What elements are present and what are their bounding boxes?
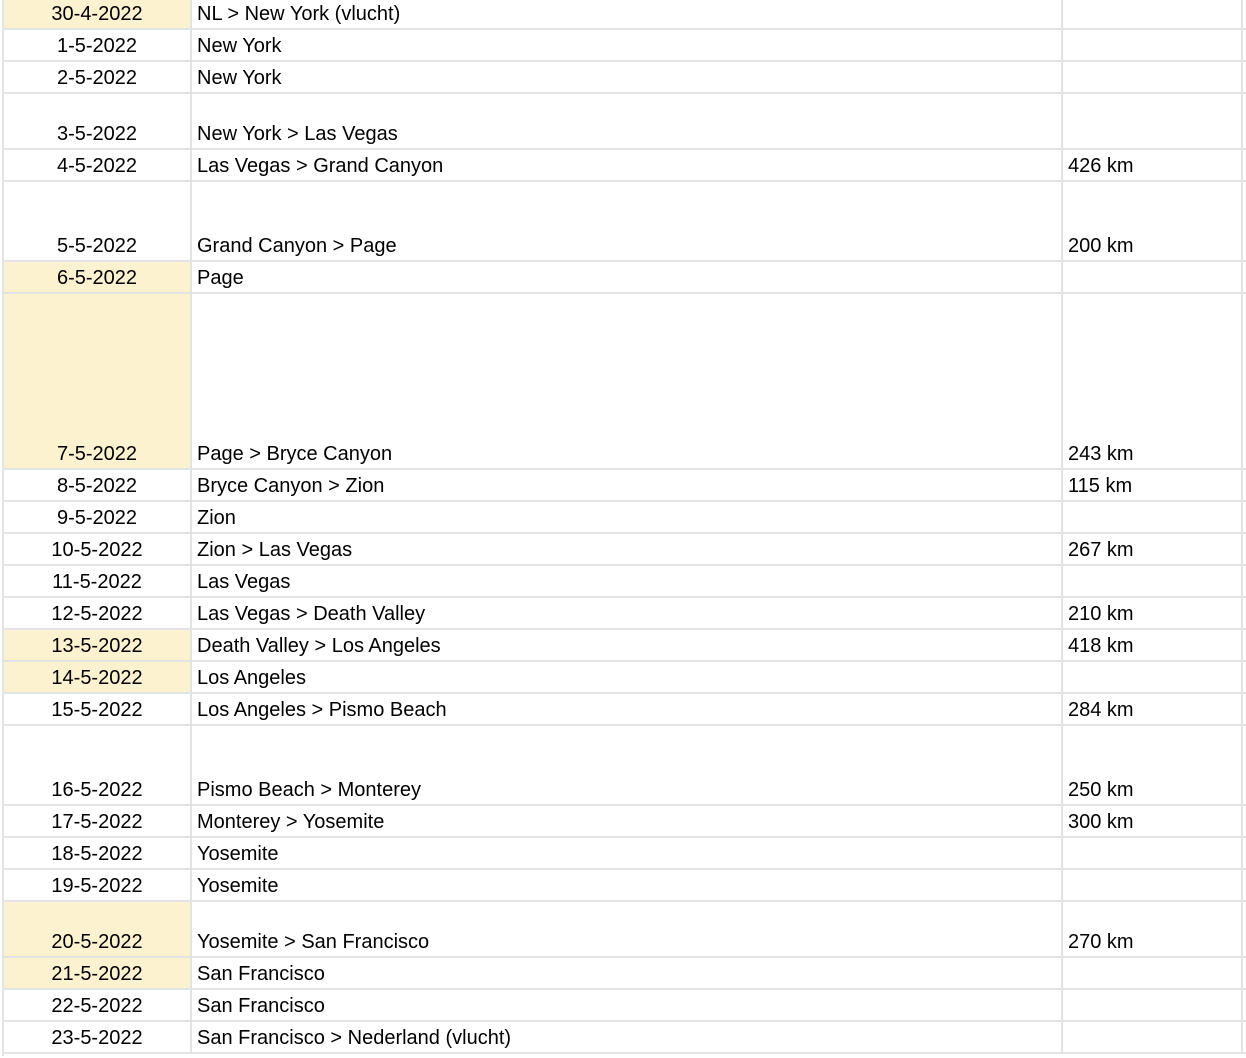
table-row [0,294,1246,470]
route-cell[interactable]: San Francisco > Nederland (vlucht) [192,1022,1063,1052]
date-cell[interactable]: 6-5-2022 [4,262,192,292]
date-cell[interactable]: 21-5-2022 [4,958,192,988]
date-cell[interactable]: 12-5-2022 [4,598,192,628]
table-row [0,870,1246,902]
table-row [0,150,1246,182]
route-cell[interactable]: New York > Las Vegas [192,94,1063,148]
route-cell[interactable]: San Francisco [192,958,1063,988]
date-cell[interactable]: 18-5-2022 [4,838,192,868]
date-cell[interactable]: 4-5-2022 [4,150,192,180]
distance-cell[interactable]: 210 km [1063,598,1243,628]
date-cell[interactable]: 2-5-2022 [4,62,192,92]
route-cell[interactable]: Las Vegas [192,566,1063,596]
table-row [0,990,1246,1022]
distance-cell[interactable] [1063,94,1243,148]
date-cell[interactable]: 11-5-2022 [4,566,192,596]
table-row [0,902,1246,958]
table-row [0,0,1246,30]
route-cell[interactable]: Zion [192,502,1063,532]
distance-cell[interactable] [1063,566,1243,596]
date-cell[interactable]: 17-5-2022 [4,806,192,836]
date-cell[interactable]: 5-5-2022 [4,182,192,260]
distance-cell[interactable]: 418 km [1063,630,1243,660]
distance-cell[interactable] [1063,502,1243,532]
route-cell[interactable]: Yosemite > San Francisco [192,902,1063,956]
route-cell[interactable]: Death Valley > Los Angeles [192,630,1063,660]
table-row [0,630,1246,662]
route-cell[interactable]: New York [192,62,1063,92]
table-row [0,726,1246,806]
distance-cell[interactable]: 300 km [1063,806,1243,836]
date-cell[interactable]: 8-5-2022 [4,470,192,500]
date-cell[interactable]: 9-5-2022 [4,502,192,532]
route-cell[interactable]: Los Angeles > Pismo Beach [192,694,1063,724]
route-cell[interactable]: Zion > Las Vegas [192,534,1063,564]
table-row [0,470,1246,502]
table-row [0,94,1246,150]
distance-cell[interactable] [1063,958,1243,988]
distance-cell[interactable] [1063,838,1243,868]
table-row [0,662,1246,694]
date-cell[interactable]: 19-5-2022 [4,870,192,900]
distance-cell[interactable] [1063,262,1243,292]
table-row [0,182,1246,262]
route-cell[interactable]: Las Vegas > Death Valley [192,598,1063,628]
date-cell[interactable]: 3-5-2022 [4,94,192,148]
distance-cell[interactable]: 243 km [1063,294,1243,468]
distance-cell[interactable] [1063,30,1243,60]
table-row [0,30,1246,62]
distance-cell[interactable] [1063,0,1243,28]
distance-cell[interactable]: 115 km [1063,470,1243,500]
route-cell[interactable]: Las Vegas > Grand Canyon [192,150,1063,180]
distance-cell[interactable]: 267 km [1063,534,1243,564]
distance-cell[interactable] [1063,990,1243,1020]
date-cell[interactable]: 10-5-2022 [4,534,192,564]
table-row [0,566,1246,598]
table-row [0,502,1246,534]
date-cell[interactable]: 13-5-2022 [4,630,192,660]
date-cell[interactable]: 22-5-2022 [4,990,192,1020]
date-cell[interactable]: 23-5-2022 [4,1022,192,1052]
route-cell[interactable]: Yosemite [192,838,1063,868]
table-row [0,262,1246,294]
route-cell[interactable]: Pismo Beach > Monterey [192,726,1063,804]
route-cell[interactable]: New York [192,30,1063,60]
table-row [0,838,1246,870]
distance-cell[interactable]: 426 km [1063,150,1243,180]
table-row [0,694,1246,726]
route-cell[interactable]: Bryce Canyon > Zion [192,470,1063,500]
route-cell[interactable]: Page > Bryce Canyon [192,294,1063,468]
date-cell[interactable]: 16-5-2022 [4,726,192,804]
date-cell[interactable]: 1-5-2022 [4,30,192,60]
route-cell[interactable]: Grand Canyon > Page [192,182,1063,260]
date-cell[interactable]: 7-5-2022 [4,294,192,468]
distance-cell[interactable]: 270 km [1063,902,1243,956]
table-row [0,534,1246,566]
distance-cell[interactable] [1063,662,1243,692]
table-row [0,598,1246,630]
route-cell[interactable]: Monterey > Yosemite [192,806,1063,836]
date-cell[interactable]: 30-4-2022 [4,0,192,28]
date-cell[interactable]: 15-5-2022 [4,694,192,724]
route-cell[interactable]: Page [192,262,1063,292]
route-cell[interactable]: Los Angeles [192,662,1063,692]
route-cell[interactable]: Yosemite [192,870,1063,900]
route-cell[interactable]: San Francisco [192,990,1063,1020]
date-cell[interactable]: 20-5-2022 [4,902,192,956]
date-cell[interactable]: 14-5-2022 [4,662,192,692]
distance-cell[interactable]: 250 km [1063,726,1243,804]
route-cell[interactable]: NL > New York (vlucht) [192,0,1063,28]
distance-cell[interactable] [1063,870,1243,900]
table-row [0,62,1246,94]
table-row [0,1022,1246,1054]
distance-cell[interactable] [1063,62,1243,92]
table-row [0,806,1246,838]
distance-cell[interactable]: 200 km [1063,182,1243,260]
distance-cell[interactable]: 284 km [1063,694,1243,724]
distance-cell[interactable] [1063,1022,1243,1052]
table-row [0,958,1246,990]
